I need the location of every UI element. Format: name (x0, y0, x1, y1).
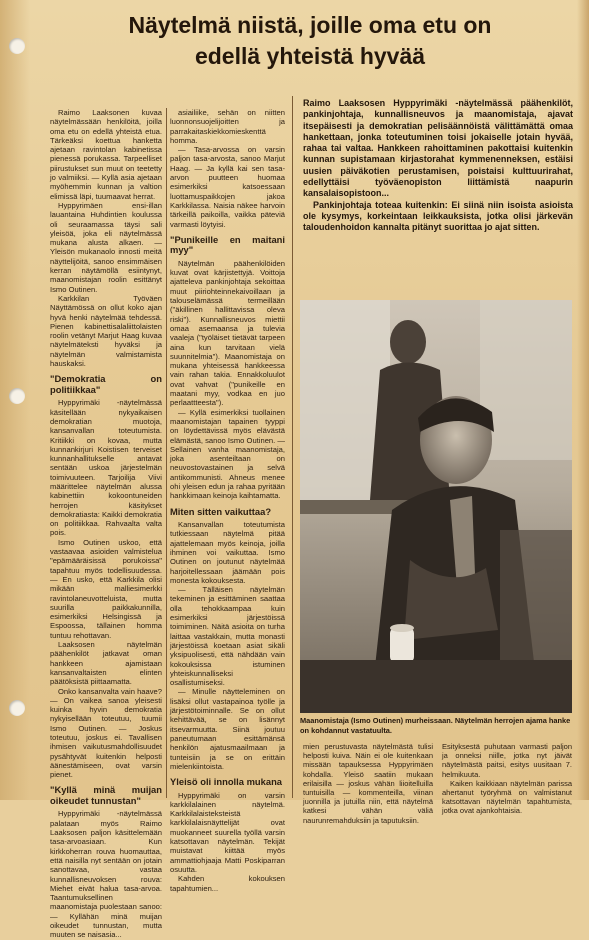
subheading: "Punikeille en maitani myy" (170, 233, 285, 256)
paragraph: Raimo Laaksonen kuvaa näytelmässään henkilöitä, joilla oma etu on edellä yhteistä etua. Tärkeäksi koettua hanketta ajetaan ravintolan kabinetissa pienessä porukassa. Tarpeelliset piirustukset sun muut on teetetty jo valmiiksi. — Kyllä asia ajetaan myöhemmin kunnan ja valtion elimissä läpi, tuumaavat herrat. (50, 108, 162, 201)
paragraph: Kansanvallan toteutumista tutkiessaan näytelmä pitää ajattelemaan myös keinoja, joilla ihminen voi vaikuttaa. Ismo Outinen on joutunut näytelmää harjoitellessaan jäämään pois monesta kokouksesta. (170, 520, 285, 585)
photo-image (300, 300, 572, 713)
paragraph: — Tasa-arvossa on varsin paljon tasa-arvosta, sanoo Marjut Haag. — Ja kyllä kai sen tasa-arvon puutteen huomaa esimerkiksi katsoessaan luottamuspaikkojen jakoa Karkkilassa. Naisia näkee harvoin tärkeillä paikoilla, vaikka päteviä varmasti löytyisi. (170, 145, 285, 229)
paragraph: Hyppyrimäki -näytelmässä palataan myös Raimo Laaksosen paljon käsittelemään tasa-arvoasiaan. Kun kirkkoherran rouva huomauttaa, että naisilla nyt sentään on jotain sanottavaa, vastaa kunnallisneuvoksen rouva: Miehet eivät halua tasa-arvoa. Taantumuksellinen maanomistaja puolestaan sanoo: — Kyllähän minä muijan oikeudet tunnustan, mutta muuten se naisasia... (50, 809, 162, 940)
lead-paragraphs (303, 98, 573, 234)
paragraph: Kaiken kaikkiaan näytelmän parissa ahertanut työryhmä on valmistanut katsottavan näytelmän tapahtumista, jotka ovat ajankohtaisia. (442, 778, 572, 816)
body-column-bottom-left (303, 742, 433, 825)
paragraph: — Minulle näytteleminen on lisäksi ollut vastapainoa työlle ja järjestötoiminnalle. Se on ollut kehittävää, se on lisännyt itsevarmuutta. Siinä joutuu paneutumaan esittämänsä henkilön ajatusmaailmaan ja tunteisiin ja se on erittäin mielenkiintoista. (170, 687, 285, 771)
lead-paragraph: Pankinjohtaja toteaa kuitenkin: Ei siinä niin isoista asioista ole kysymys, korkeintaan leikkauksista, jotka olisi järkevän taloudenhoidon kannalta pitänyt suorittaa jo ajat sitten. (303, 199, 573, 233)
body-column-left (50, 108, 162, 940)
punch-hole (9, 700, 25, 716)
paragraph: — Tälläisen näytelmän tekeminen ja esittäminen saattaa olla tehokkaampaa kuin esimerkiksi järjestöissä toimiminen. Näitä asioita on turha laittaa vastakkain, mutta monasti järjestöissä koetaan asiat sikäli yksipuolisesti, että nähdään vain kokouksissa istuminen yhteiskunnalliseksi osallistumiseksi. (170, 585, 285, 688)
body-column-middle (170, 108, 285, 893)
paragraph: asiailiike, sehän on niitten luonnonsuojelijoitten ja parrakaitaskiekkomieskenttä homma. (170, 108, 285, 145)
article-photo (300, 300, 572, 713)
subheading: "Kyllä minä muijan oikeudet tunnustan" (50, 784, 162, 806)
paragraph: Hyppyrimäki -näytelmässä käsitellään nykyaikaisen demokratian muotoja, kansanvallan toteutumista. Kritiikki on kovaa, mutta kunnankirjuri Koistisen terveiset kunnanhallitukselle antavat sentään uskoa järjestelmän toimivuuteen. Tarjoilija Viivi määrittelee näytelmän alussa kabinettiin kokoontuneiden herrojen käsitykset demokratiasta: Kaikki demokratia on politiikkaa. Rahvaalta valta pois. (50, 398, 162, 538)
column-divider (166, 108, 167, 798)
paragraph: — Kyllä esimerkiksi tuollainen maanomistajan tapainen tyyppi on löydettävissä myös elävästä elämästä, sanoo Ismo Outinen. — Sellainen vanha maanomistaja, joka asenteiltaan on neuvostovastainen ja selvä antikommunisti. Ahneus menee ohi yleisen edun ja rahaa pyritään hankkimaan keinoja kaihtamatta. (170, 407, 285, 501)
column-divider (292, 96, 293, 798)
paragraph: Esityksestä puhutaan varmasti paljon ja onneksi niille, jotka nyt jäivät näytelmästä paitsi, esitys uusitaan 7. helmikuuta. (442, 742, 572, 779)
paragraph: Näytelmän päähenkilöiden kuvat ovat kärjistettyjä. Voittoja ajatteleva pankinjohtaja sekoittaa muut piiriohteinnekaivoillaan ja talouselämässä termeillään ("äkillinen hallittavissa oleva riski"). Kunnallisneuvos miettii omaa asemaansa ja tulevia vaaleja ("työläiset tietävät tarpeen aina kun tarvitaan vielä suunnitelmia"). Maanomistaja on mukana yhteisessä hankkeessa vain rahan takia. Ennakkoluulot ovat vahvat ("punikeille en maatani myy, vodkaa en juo perlaattteesta"). (170, 258, 285, 408)
subheading: Miten sitten vaikuttaa? (170, 505, 272, 517)
subheading: "Demokratia on politiikkaa" (50, 373, 162, 395)
subheading: Yleisö oli innolla mukana (170, 776, 283, 788)
paragraph: Laaksosen näytelmän päähenkilöt jatkavat oman hankkeen ajamistaan kansanvaltaisten elinten päätöksistä piittaamatta. (50, 640, 162, 687)
paragraph: Karkkilan Työväen Näyttämössä on ollut koko ajan hyvä henki näytelmää tehdessä. Pienen kabinettisalaliittolaisten roolin vetänyt Marjut Haag kuvaa näytelmäteksti hyväksi ja näytelmän valmistamista hauskaksi. (50, 293, 162, 369)
paragraph: Onko kansanvalta vain haave? — On vaikea sanoa yleisesti kuinka hyvin demokratia nykyisellään toteutuu, tuumii Ismo Outinen. — Joskus toteutuu, joskus ei. Tavallisen ihmisen vaikutusmahdollisuudet pysähtyvät kuitenkin helposti äänestämiseen, ovat varsin pienet. (50, 686, 162, 780)
punch-hole (9, 38, 25, 54)
body-column-bottom-right (442, 742, 572, 816)
paragraph: mien perustuvasta näytelmästä tulisi helposti kuiva. Näin ei ole kuitenkaan missään tapauksessa Hyppyrimäen kohdalla. Yleisö saatiin mukaan erilaisilla — joskus vähän liioitelluilla tuntuisilla — kommenteilla, viinan juonnilla ja jutuilla niin, että näytelmä katkesi vähän väliä naurunremahduksiin ja taputuksiin. (303, 742, 433, 825)
lead-paragraph: Raimo Laaksosen Hyppyrimäki -näytelmässä päähenkilöt, pankinjohtaja, kunnallisneuvos ja maanomistaja, ajavat itsepäisesti ja demokratian pelisäännöistä välittämättä omaa hankettaan, jonka toteutuminen toisi jokaiselle jotain hyvää, rahaa tai valtaa. Hankkeen rahoittaminen pakottaisi kuitenkin kunnan supistamaan kirjastorahat kymmenenneksen, estäisi uusien päiväkotien perustamisen, poistaisi kulttuurirahat, edellyttäisi työväenopiston liittämistä naapurin kansalaisopistoon... (303, 98, 573, 199)
article-headline: Näytelmä niistä, joille oma etu on edellä yhteistä hyvää (128, 12, 492, 69)
photo-caption: Maanomistaja (Ismo Outinen) murheissaan. Näytelmän herrojen ajama hanke on kohdannut vastatuulta. (300, 716, 571, 735)
paragraph: Ismo Outinen uskoo, että vastaavaa asioiden valmistelua "epämääräisissä porukoissa" tapahtuu myös todellisuudessa. — En usko, että Karkkila olisi mikään malliesimerkki ravintolaneuvotteluista, mutta suurilla paikkakunnilla, esimerkiksi Helsingissä ja Espoossa, tällainen homma tuntuu rehottavan. (50, 537, 162, 640)
paragraph: Hyppyrimäen ensi-illan lauantaina Huhdintien koulussa oli seuraamassa täysi sali yleisöä, joka eli näytelmässä mukana alusta alkaen. — Yleisön mukanaolo innosti meitä näyttelijöitä, sanoo ensimmäisen kerran näytämöllä esiintynyt, maanomistajan roolin esittänyt Ismo Outinen. (50, 200, 162, 294)
paragraph: Kahden kokouksen tapahtumien... (170, 874, 285, 893)
paper-edge-shadow-right (577, 0, 589, 800)
paragraph: Hyppyrimäki on varsin karkkilalainen näytelmä. Karkkilalaisteksteistä karkkilalaisnäyttelijät ovat muokanneet suurella työllä varsin katsottavan näytelmän. Tekijät muistavat kiittää myös ammattiohjaaja Matti Poskiparran osuutta. (170, 790, 285, 874)
punch-hole (9, 388, 25, 404)
